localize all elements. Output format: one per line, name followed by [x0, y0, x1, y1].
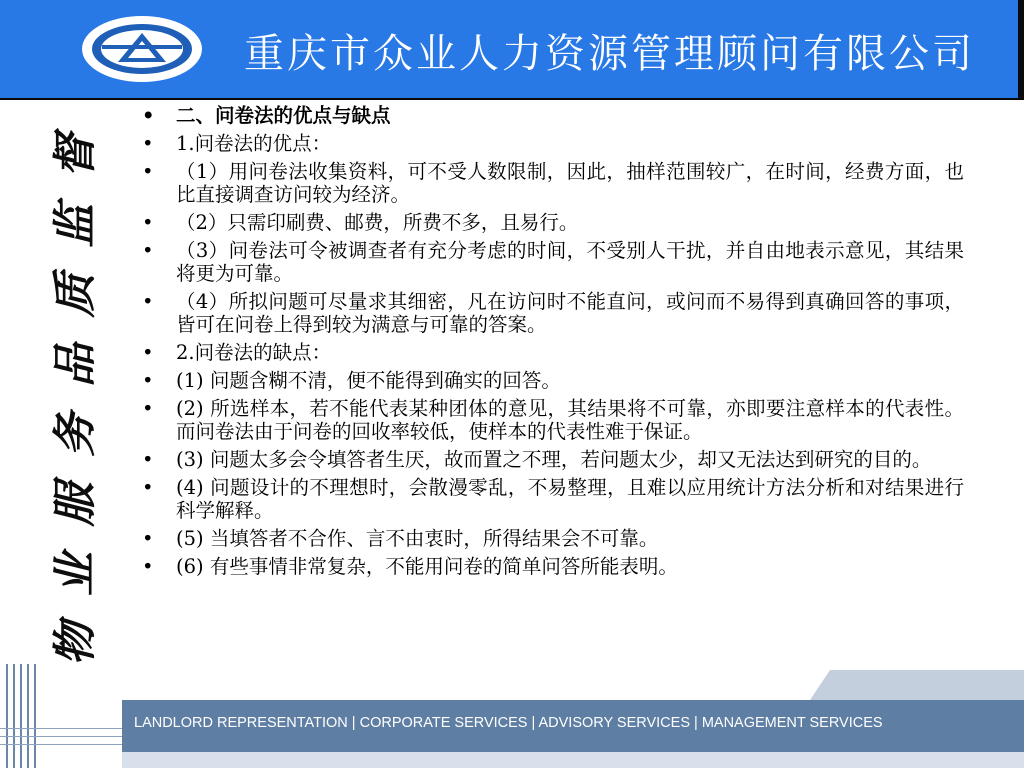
header-bar [0, 0, 1024, 100]
list-item: • （3）问卷法可令被调查者有充分考虑的时间，不受别人干扰，并自由地表示意见，其结果将更为可靠。 [134, 239, 964, 285]
list-item: • (4) 问题设计的不理想时，会散漫零乱，不易整理，且难以应用统计方法分析和对结果进行科学解释。 [134, 476, 964, 522]
list-item: • 2.问卷法的缺点： [134, 341, 964, 364]
slide-content [134, 104, 964, 583]
header-divider [0, 98, 1018, 100]
company-logo-icon [80, 14, 204, 84]
list-item: • (1) 问题含糊不清，便不能得到确实的回答。 [134, 369, 964, 392]
company-name: 重庆市众业人力资源管理顾问有限公司 [244, 31, 975, 77]
list-item: • （2）只需印刷费、邮费，所费不多，且易行。 [134, 211, 964, 234]
list-item: • (3) 问题太多会令填答者生厌，故而置之不理，若问题太少，却又无法达到研究的目的。 [134, 448, 964, 471]
bullet-list [134, 104, 964, 578]
list-item: • (5) 当填答者不合作、言不由衷时，所得结果会不可靠。 [134, 527, 964, 550]
list-item: • (2) 所选样本，若不能代表某种团体的意见，其结果将不可靠，亦即要注意样本的代表性。而问卷法由于问卷的回收率较低，使样本的代表性难于保证。 [134, 397, 964, 443]
footer-services-text: LANDLORD REPRESENTATION | CORPORATE SERVICES | ADVISORY SERVICES | MANAGEMENT SERVICES [134, 715, 883, 731]
list-item: • 二、问卷法的优点与缺点 [134, 104, 964, 127]
sidebar-vertical-title [40, 128, 110, 668]
list-item: • （1）用问卷法收集资料，可不受人数限制，因此，抽样范围较广，在时间，经费方面，也比直接调查访问较为经济。 [134, 160, 964, 206]
list-item: • 1.问卷法的优点： [134, 132, 964, 155]
list-item: • (6) 有些事情非常复杂，不能用问卷的简单问答所能表明。 [134, 555, 964, 578]
sidebar-title-text: 物业服务品质监督 [50, 134, 101, 666]
list-item: • （4）所拟问题可尽量求其细密，凡在访问时不能直问，或问而不易得到真确回答的事项，皆可在问卷上得到较为满意与可靠的答案。 [134, 290, 964, 336]
